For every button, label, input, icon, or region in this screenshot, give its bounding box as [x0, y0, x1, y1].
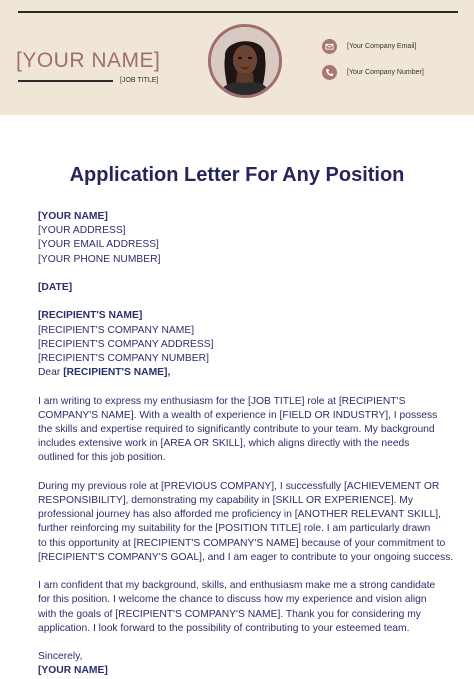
sender-name: [YOUR NAME]: [38, 211, 108, 222]
contact-email-row: [322, 39, 416, 54]
signature-name: [YOUR NAME]: [38, 665, 108, 677]
avatar-portrait: [211, 27, 279, 95]
recipient-company-address: [RECIPIENT'S COMPANY ADDRESS]: [38, 338, 214, 350]
company-email: [Your Company Email]: [347, 43, 417, 50]
recipient-company-name: [RECIPIENT'S COMPANY NAME]: [38, 324, 195, 336]
salutation-prefix: Dear: [38, 367, 64, 379]
paragraph-1-line: the skills and expertise required to significantly contribute to your team. My background: [38, 424, 435, 435]
letterhead: [0, 0, 474, 115]
header-name: [YOUR NAME]: [16, 49, 161, 72]
sender-email: [YOUR EMAIL ADDRESS]: [38, 239, 159, 251]
paragraph-2-line: [RECIPIENT'S COMPANY'S GOAL], and I am eager to contribute to your ongoing success.: [38, 551, 454, 563]
paragraph-3-line: application. I look forward to the possibility of contributing to your esteemed team.: [38, 622, 410, 634]
paragraph-1-line: COMPANY'S NAME]. With a wealth of experience in [FIELD OR INDUSTRY], I possess: [38, 409, 438, 421]
recipient-company-number: [RECIPIENT'S COMPANY NUMBER]: [38, 353, 209, 364]
name-underline: [18, 80, 113, 82]
letter-body: [38, 210, 454, 679]
header-job-title: [JOB TITLE]: [120, 77, 159, 84]
paragraph-1-line: I am writing to express my enthusiasm for the [JOB TITLE] role at [RECIPIENT'S: [38, 395, 406, 407]
paragraph-2-line: further reinforcing my suitability for the [POSITION TITLE] role. I am particularly drawn: [38, 523, 431, 535]
paragraph-2-line: professional journey has also afforded me proficiency in [ANOTHER RELEVANT SKILL],: [38, 509, 441, 521]
paragraph-2-line: to this opportunity at [RECIPIENT'S COMPANY'S NAME] because of your commitment to: [38, 537, 446, 549]
salutation: [38, 366, 448, 380]
top-divider: [18, 11, 458, 13]
sender-address: [YOUR ADDRESS]: [38, 225, 126, 237]
paragraph-1-line: outlined for this job position.: [38, 452, 166, 464]
letter-date: [DATE]: [38, 282, 73, 293]
paragraph-3-line: I am confident that my background, skills, and enthusiasm make me a strong candidate: [38, 580, 436, 592]
phone-icon: [322, 65, 337, 80]
contact-phone-row: [322, 65, 424, 80]
closing: Sincerely,: [38, 651, 83, 663]
letter-title: Application Letter For Any Position: [69, 164, 405, 186]
sender-phone: [YOUR PHONE NUMBER]: [38, 253, 161, 265]
mail-icon: [322, 39, 337, 54]
salutation-name: [RECIPIENT'S NAME],: [63, 367, 171, 379]
paragraph-2-line: RESPONSIBILITY], demonstrating my capability in [SKILL OR EXPERIENCE]. My: [38, 495, 414, 506]
company-number: [Your Company Number]: [347, 69, 424, 76]
paragraph-3-line: for this position. I welcome the chance to discuss how my experience and vision align: [38, 594, 427, 606]
profile-photo: [208, 24, 282, 98]
recipient-name: [RECIPIENT'S NAME]: [38, 310, 143, 322]
paragraph-1-line: includes extensive work in [AREA OR SKILL], which aligns directly with the needs: [38, 438, 410, 450]
paragraph-2-line: During my previous role at [PREVIOUS COMPANY], I successfully [ACHIEVEMENT OR: [38, 480, 440, 492]
paragraph-3-line: with the goals of [RECIPIENT'S COMPANY'S NAME]. Thank you for considering my: [38, 608, 421, 620]
